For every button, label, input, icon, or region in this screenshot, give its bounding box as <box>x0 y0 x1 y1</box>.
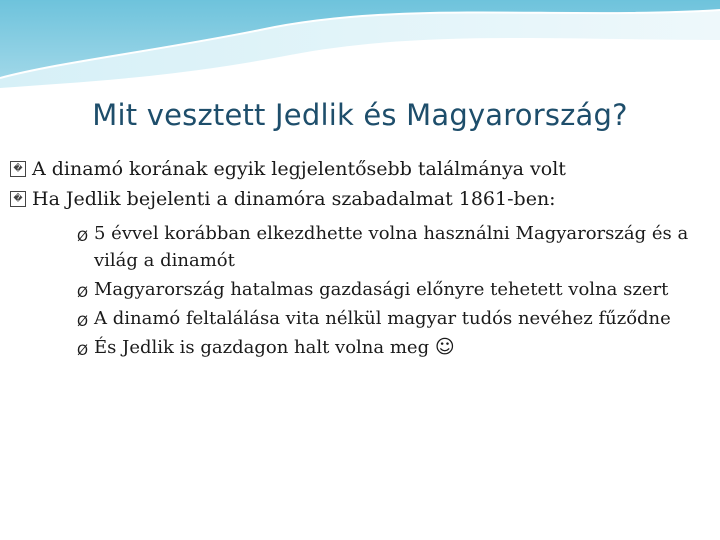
sub-bullet-text: Magyarország hatalmas gazdasági előnyre tehetett volna szert <box>94 279 669 300</box>
bullet-item <box>10 154 710 184</box>
missing-glyph-icon: � <box>10 191 26 207</box>
sub-bullet-item <box>10 220 710 274</box>
arrow-bullet-icon: Ø <box>77 314 89 330</box>
slide-title: Mit vesztett Jedlik és Magyarország? <box>92 98 628 132</box>
header-wave-decoration <box>0 0 720 95</box>
sub-bullet-item <box>10 334 710 361</box>
arrow-bullet-icon: Ø <box>77 229 89 245</box>
sub-bullet-list <box>10 220 710 361</box>
slide-body <box>10 154 710 361</box>
sub-bullet-item <box>10 276 710 303</box>
bullet-item <box>10 184 710 214</box>
bullet-text: Ha Jedlik bejelenti a dinamóra szabadalmat 1861-ben: <box>32 188 556 210</box>
smiley-icon: ☺ <box>434 336 455 358</box>
sub-bullet-text: A dinamó feltalálása vita nélkül magyar tudós nevéhez fűződne <box>94 308 671 329</box>
bullet-text: A dinamó korának egyik legjelentősebb találmánya volt <box>32 158 566 180</box>
arrow-bullet-icon: Ø <box>77 285 89 301</box>
sub-bullet-text: 5 évvel korábban elkezdhette volna használni Magyarország és a világ a dinamót <box>94 223 689 271</box>
missing-glyph-icon: � <box>10 161 26 177</box>
arrow-bullet-icon: Ø <box>77 343 89 359</box>
sub-bullet-text: És Jedlik is gazdagon halt volna meg <box>94 337 430 358</box>
sub-bullet-item <box>10 305 710 332</box>
